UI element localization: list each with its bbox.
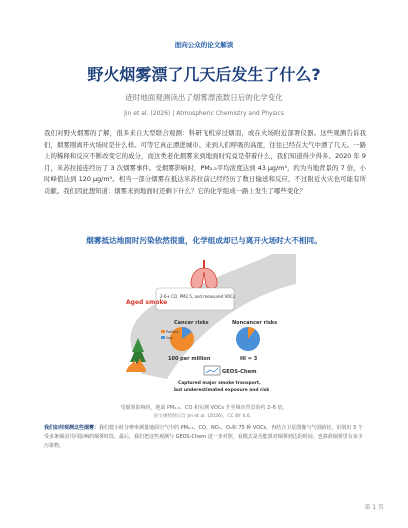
page-subtitle: 迹时地面观测读出了烟雾漂流数日后的化学变化 xyxy=(125,93,283,102)
methods-text: 我们建小时分辨率测量地面空气中的 PM₂.₅、CO、NOₓ、O₃和 75 种 VOCs，再结合卫星图像与气团路径，识别出 3 个受多条烟羽共同影响的烟雾时段。最后，我们把这些观测与 GEOS-Chem 进一步对照，看模式是否能算对烟雾到达的时间，也算准烟雾里有多少污染物。 xyxy=(44,425,363,449)
model-finding-1: Captured major smoke transport, xyxy=(178,381,261,386)
cancer-risk-title: Cancer risks xyxy=(174,320,209,326)
model-finding-2: but underestimated exposure and risk xyxy=(174,388,270,393)
figure-caption: 受烟雾影响时，地面 PM₂.₅、CO 和实测 VOCs 升至城市背景的约 2–6 倍。 xyxy=(120,405,288,411)
citation-byline: Jin et al. (2026) | Atmospheric Chemistry and Physics xyxy=(124,110,284,117)
methods-lead: 我们如何观测这些烟雾： xyxy=(44,425,100,431)
kicker-label: 面向公众的论文解读 xyxy=(174,41,234,49)
cancer-risk-value: 100 per million xyxy=(168,356,211,362)
measures-label: 2-6+ CO, PM2.5, and measured VOCs xyxy=(160,294,236,299)
legend-particle: Particle xyxy=(166,330,179,334)
hazard-index-value: HI = 3 xyxy=(240,356,258,362)
body-paragraph: 我们对野火烟雾的了解，很多来自大型联合观测：科研飞机穿过烟羽，或在火场附近部署仪器。这些观测告诉我们，烟雾刚离开火场时是什么样。可等它真正漂进城市、来到人们呼吸的高度，往往已经在大气中漂了几天。一路上的稀释和反应不断改变它的成分，而这类老化烟雾来到地面时究竟是带着什么，我们知道得少得多。2020 年 9 月，米苏拉接连经历了 3 次烟雾事件。受烟雾影响时，PM₂.₅平均浓度达到 43 μg/m³，约为当地背景的 7 倍，小时峰值达到 120 μg/m³。相当一部分烟雾在抵达米苏拉前已经经历了数日输送和反应，不过附近火灾也可能有所贡献。我们因此想知道：烟雾来到地面时还剩下什么？它的化学组成一路上发生了哪些变化？ xyxy=(44,129,366,195)
methods-paragraph xyxy=(44,424,366,451)
page-number: 第 1 页 xyxy=(364,504,384,511)
model-name: GEOS-Chem xyxy=(222,369,257,375)
legend-gas: Gas xyxy=(166,336,173,340)
noncancer-risk-title: Noncancer risks xyxy=(232,320,278,326)
figure-credit: 论文重绘图示自 Jin et al. (2026)，CC BY 4.0。 xyxy=(153,414,255,419)
page-title: 野火烟雾漂了几天后发生了什么? xyxy=(87,65,321,84)
summary-figure xyxy=(112,254,296,400)
key-finding: 烟雾抵达地面时污染依然很重，化学组成却已与离开火场时大不相同。 xyxy=(86,236,322,245)
smoke-label: Aged smoke xyxy=(126,299,168,306)
